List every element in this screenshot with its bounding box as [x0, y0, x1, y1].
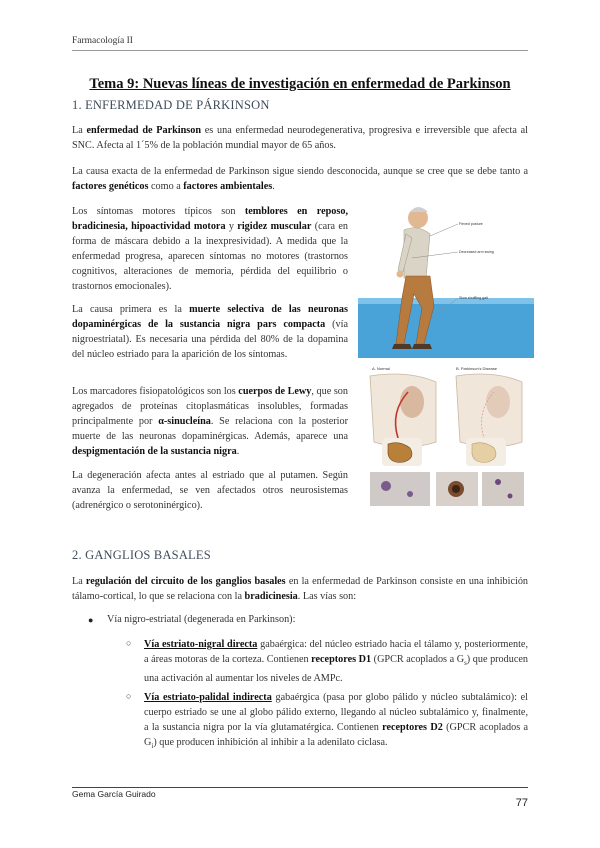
panel-b-label: B. Parkinson's Disease [456, 366, 498, 371]
label-gait: Slow shuffling gait [459, 296, 488, 300]
section-heading-ganglios: 2. GANGLIOS BASALES [72, 548, 211, 562]
header-rule [72, 50, 528, 51]
bullet-item: Vía nigro-estriatal (degenerada en Parkinson): [107, 614, 296, 625]
label-arm-swing: Decreased arm swing [459, 250, 494, 254]
sub-bullet-item: Vía estriato-nigral directa gabaérgica: del núcleo estriado hacia el tálamo y, posteriormente, a áreas motoras de la corteza. Contienen receptores D1 (GPCR acoplados a $G_s$) que producen una activación al aumentar los niveles de AMPc. [144, 639, 528, 685]
footer-rule [72, 787, 528, 788]
paragraph: La enfermedad de Parkinson es una enfermedad neurodegenerativa, progresiva e irreversible que afecta al SNC. Afecta al 1´5% de la población mundial mayor de 65 años. [72, 125, 528, 151]
brain-section-comparison-figure [358, 362, 534, 510]
bullet-dot-icon: ● [88, 615, 94, 625]
page-number: 77 [515, 797, 528, 809]
page-title: Tema 9: Nuevas líneas de investigación en enfermedad de Parkinson [89, 76, 511, 92]
paragraph: La causa exacta de la enfermedad de Parkinson sigue siendo desconocida, aunque se cree que se debe tanto a factores genéticos como a factores ambientales. [72, 166, 528, 192]
parkinson-posture-illustration [358, 200, 534, 358]
section-heading-parkinson: 1. ENFERMEDAD DE PÁRKINSON [72, 98, 270, 112]
bullet-circle-icon: ○ [126, 638, 132, 648]
bullet-circle-icon: ○ [126, 691, 132, 701]
label-flexed-posture: Flexed posture [459, 222, 483, 226]
sub-bullet-item: Vía estriato-palidal indirecta gabaérgica (pasa por globo pálido y núcleo subtalámico): el cuerpo estriado se une al globo pálido externo, llegando al núcleo subtalámico y, finalmente, a la sustancia nigra por la vía glutamatérgica. Contienen receptores D2 (GPCR acoplados a $G_i$) que producen inhibición al inhibir a la adenilato ciclasa. [144, 692, 529, 751]
paragraph: La regulación del circuito de los ganglios basales en la enfermedad de Parkinson consiste en una inhibición tálamo-cortical, lo que se relaciona con la bradicinesia. Las vías son: [72, 576, 529, 602]
paragraph: La causa primera es la muerte selectiva de las neuronas dopaminérgicas de la sustancia nigra pars compacta (vía nigroestriatal). Es necesaria una pérdida del 80% de la dopamina del núcleo estriado para la aparición de los síntomas. [72, 304, 348, 360]
panel-a-label: A. Normal [372, 366, 390, 371]
paragraph: Los síntomas motores típicos son temblores en reposo, bradicinesia, hipoactividad motora y rigidez muscular (cara en forma de máscara debido a la inexpresividad). A medida que la enfermedad progresa, aparecen síntomas no motores (trastornos cognitivos, alteraciones de memoria, pérdida del equilibrio o trastornos emocionales). [72, 206, 348, 292]
paragraph: La degeneración afecta antes al estriado que al putamen. Según avanza la enfermedad, se ven afectados otros neurosistemas (adrenérgico o serotoninérgico). [72, 470, 348, 511]
paragraph: Los marcadores fisiopatológicos son los cuerpos de Lewy, que son agregados de proteínas citoplasmáticas insolubles, formadas principalmente por α-sinucleína. Se relaciona con la posterior muerte de las neuronas dopaminérgicas. Además, aparece una despigmentación de la sustancia nigra. [72, 386, 348, 457]
running-header: Farmacología II [72, 36, 133, 46]
footer-author: Gema García Guirado [72, 789, 156, 799]
